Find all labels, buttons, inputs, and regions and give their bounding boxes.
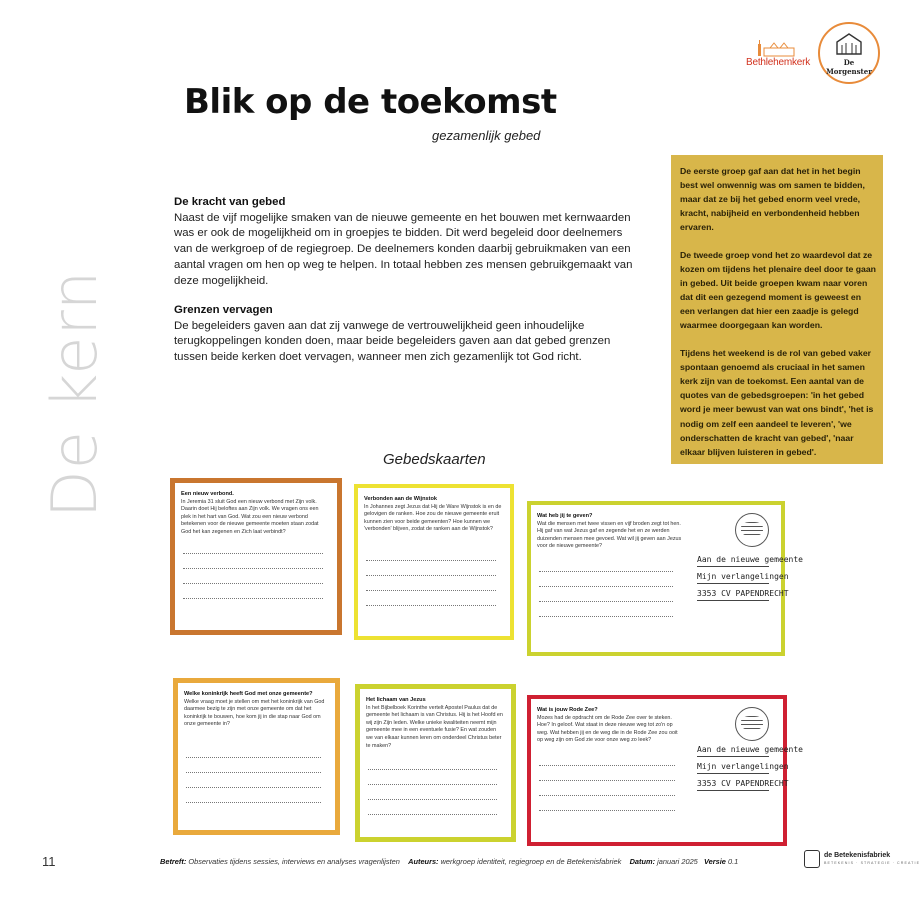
postmark-icon bbox=[735, 707, 769, 741]
writing-lines bbox=[183, 553, 323, 613]
footer-datum: januari 2025 bbox=[657, 857, 698, 866]
card-heading: Het lichaam van Jezus bbox=[366, 697, 426, 703]
address-line: Aan de nieuwe gemeente bbox=[697, 745, 769, 757]
address-line: Mijn verlangelingen bbox=[697, 572, 769, 584]
factory-icon bbox=[804, 850, 820, 868]
betekenisfabriek-logo bbox=[804, 850, 920, 870]
betekenisfabriek-tagline: BETEKENIS · STRATEGIE · CREATIE bbox=[824, 861, 920, 865]
section-text: Naast de vijf mogelijke smaken van de nieuwe gemeente en het bouwen met kernwaarden was er ook de mogelijkheid om in groepjes te bidden. Dit werd begeleid door deelnemers van de werkgroep of de regiegroep. De deelnemers konden daarbij gebruikmaken van een aantal vragen om hen op weg te helpen. In totaal hebben zes mensen gebruikgemaakt van deze mogelijkheid. bbox=[174, 211, 633, 287]
card-heading: Een nieuw verbond. bbox=[181, 491, 234, 497]
prayer-card bbox=[170, 478, 342, 635]
prayer-card bbox=[355, 684, 516, 842]
footer-label: Auteurs: bbox=[408, 857, 439, 866]
footer-label: Versie bbox=[703, 857, 726, 866]
section-text: De begeleiders gaven aan dat zij vanwege de vertrouwelijkheid geen inhoudelijke terugkoppelingen konden doen, maar beide begeleiders gaven aan dat gebed grenzen tussen beide kerken doet vervagen, wanneer men zich gezamenlijk tot God richt. bbox=[174, 319, 611, 364]
section-kracht-van-gebed bbox=[174, 195, 640, 289]
postmark-icon bbox=[735, 513, 769, 547]
address-line: 3353 CV PAPENDRECHT bbox=[697, 779, 769, 791]
footer-meta bbox=[160, 857, 738, 866]
address-line: 3353 CV PAPENDRECHT bbox=[697, 589, 769, 601]
card-text: Mozes had de opdracht om de Rode Zee over te steken. Hoe? In geloof. Wat staat in deze nieuwe weg tot zo'n op weg. Wat hebben jij en de weg die in de Rode Zee zou ooit op weg zijn om God zie voor onze weg zo leek? bbox=[537, 714, 678, 744]
writing-lines bbox=[539, 765, 675, 825]
card-text: In Jeremia 31 sluit God een nieuw verbond met Zijn volk. Daarin doet Hij beloftes aan Zijn volk. We vragen ons een plek in het hart van God. Wat zou een nieuw verbond betekenen voor de nieuwe gemeente moeten staan zodat God het kan zegenen en Zich laat verbindt? bbox=[181, 498, 319, 535]
address-block bbox=[697, 745, 803, 796]
sidebar-paragraph: Tijdens het weekend is de rol van gebed vaker spontaan genoemd als cruciaal in het samen kerk zijn van de toekomst. Een aantal van de quotes van de gebedsgroepen: 'in het gebed word je meer bewust van wat ons bindt', 'het is nodig om zelf een aandeel te leveren', 'we onderschatten de kracht van gebed', 'naar elkaar blijven luisteren in gebed'. bbox=[680, 348, 874, 457]
morgenster-logo bbox=[818, 22, 880, 84]
church-building-icon bbox=[834, 32, 864, 56]
card-text: In het Bijbelboek Korinthe vertelt Apostel Paulus dat de gemeente het lichaam is van Christus. Hij is het Hoofd en wij zijn Zijn leden. Welke unieke kwaliteiten neemt mijn gemeente mee in een eventuele fusie? En wat zouden we van elkaar kunnen leren om onderdeel Christus beter te maken? bbox=[366, 704, 503, 749]
card-text: Wat die mensen met twee vissen en vijf broden zegt tot hen. Hij gaf van wat Jezus gaf en zegende het en ze werden duizenden mensen mee gevoed. Wat wil jij geven aan Jezus voor de nieuwe gemeente? bbox=[537, 520, 682, 550]
address-line: Aan de nieuwe gemeente bbox=[697, 555, 769, 567]
morgenster-logo-text: De Morgenster bbox=[826, 58, 872, 76]
highlight-sidebar bbox=[671, 155, 883, 464]
address-block bbox=[697, 555, 803, 606]
section-grenzen-vervagen bbox=[174, 303, 640, 366]
cards-title: Gebedskaarten bbox=[383, 451, 486, 468]
page-subtitle: gezamenlijk gebed bbox=[432, 128, 541, 143]
card-heading: Wat is jouw Rode Zee? bbox=[537, 707, 598, 713]
side-section-label: De kern bbox=[38, 269, 111, 518]
sidebar-paragraph: De tweede groep vond het zo waardevol dat ze kozen om tijdens het plenaire deel door te gaan in gebed. Uit beide groepen kwam naar voren dat dit een gezegend moment is geweest en een verlangen dat hier een zaadje is gelegd waarmee doorgegaan kan worden. bbox=[680, 249, 876, 331]
writing-lines bbox=[366, 560, 496, 620]
card-heading: Verbonden aan de Wijnstok bbox=[364, 496, 437, 502]
section-heading: De kracht van gebed bbox=[174, 196, 286, 208]
writing-lines bbox=[368, 769, 497, 829]
bethlehemkerk-logo bbox=[746, 40, 816, 70]
church-icon bbox=[752, 40, 802, 56]
card-text: Welke vraag moet je stellen om met het koninkrijk van God daarmee bezig te zijn met onze gemeente om dat het koninkrijk te bouwen, hoe kom jij in die stap naar God om onze gemeente in? bbox=[184, 698, 325, 728]
prayer-card bbox=[173, 678, 340, 835]
section-heading: Grenzen vervagen bbox=[174, 304, 273, 316]
prayer-card bbox=[354, 484, 514, 640]
prayer-postcard bbox=[527, 695, 803, 846]
writing-lines bbox=[186, 757, 321, 817]
sidebar-paragraph: De eerste groep gaf aan dat het in het begin best wel onwennig was om samen te bidden, maar dat ze bij het gebed enorm veel vrede, kracht, nabijheid en verbondenheid hebben ervaren. bbox=[680, 166, 865, 233]
prayer-postcard bbox=[527, 501, 803, 656]
betekenisfabriek-name: de Betekenisfabriek bbox=[824, 852, 891, 859]
card-heading: Wat heb jij te geven? bbox=[537, 513, 593, 519]
footer-versie: 0.1 bbox=[727, 857, 739, 866]
page-title: Blik op de toekomst bbox=[184, 82, 557, 122]
card-text: In Johannes zegt Jezus dat Hij de Ware Wijnstok is en de gelovigen de ranken. Hoe zou de nieuwe gemeente eruit kunnen zien voor beide gemeenten? Hoe kunnen we 'verbonden' blijven, zodat de ranken aan de Wijnstok? bbox=[364, 503, 502, 533]
footer-auteurs: werkgroep identiteit, regiegroep en de Betekenisfabriek bbox=[440, 857, 622, 866]
writing-lines bbox=[539, 571, 673, 631]
footer-label: Datum: bbox=[629, 857, 656, 866]
footer-betreft: Observaties tijdens sessies, interviews en analyses vragenlijsten bbox=[188, 857, 400, 866]
bethlehemkerk-logo-text: Bethlehemkerk bbox=[746, 57, 811, 68]
page-number: 11 bbox=[42, 854, 56, 869]
address-line: Mijn verlangelingen bbox=[697, 762, 769, 774]
footer-label: Betreft: bbox=[160, 857, 187, 866]
card-heading: Welke koninkrijk heeft God met onze gemeente? bbox=[184, 691, 313, 697]
